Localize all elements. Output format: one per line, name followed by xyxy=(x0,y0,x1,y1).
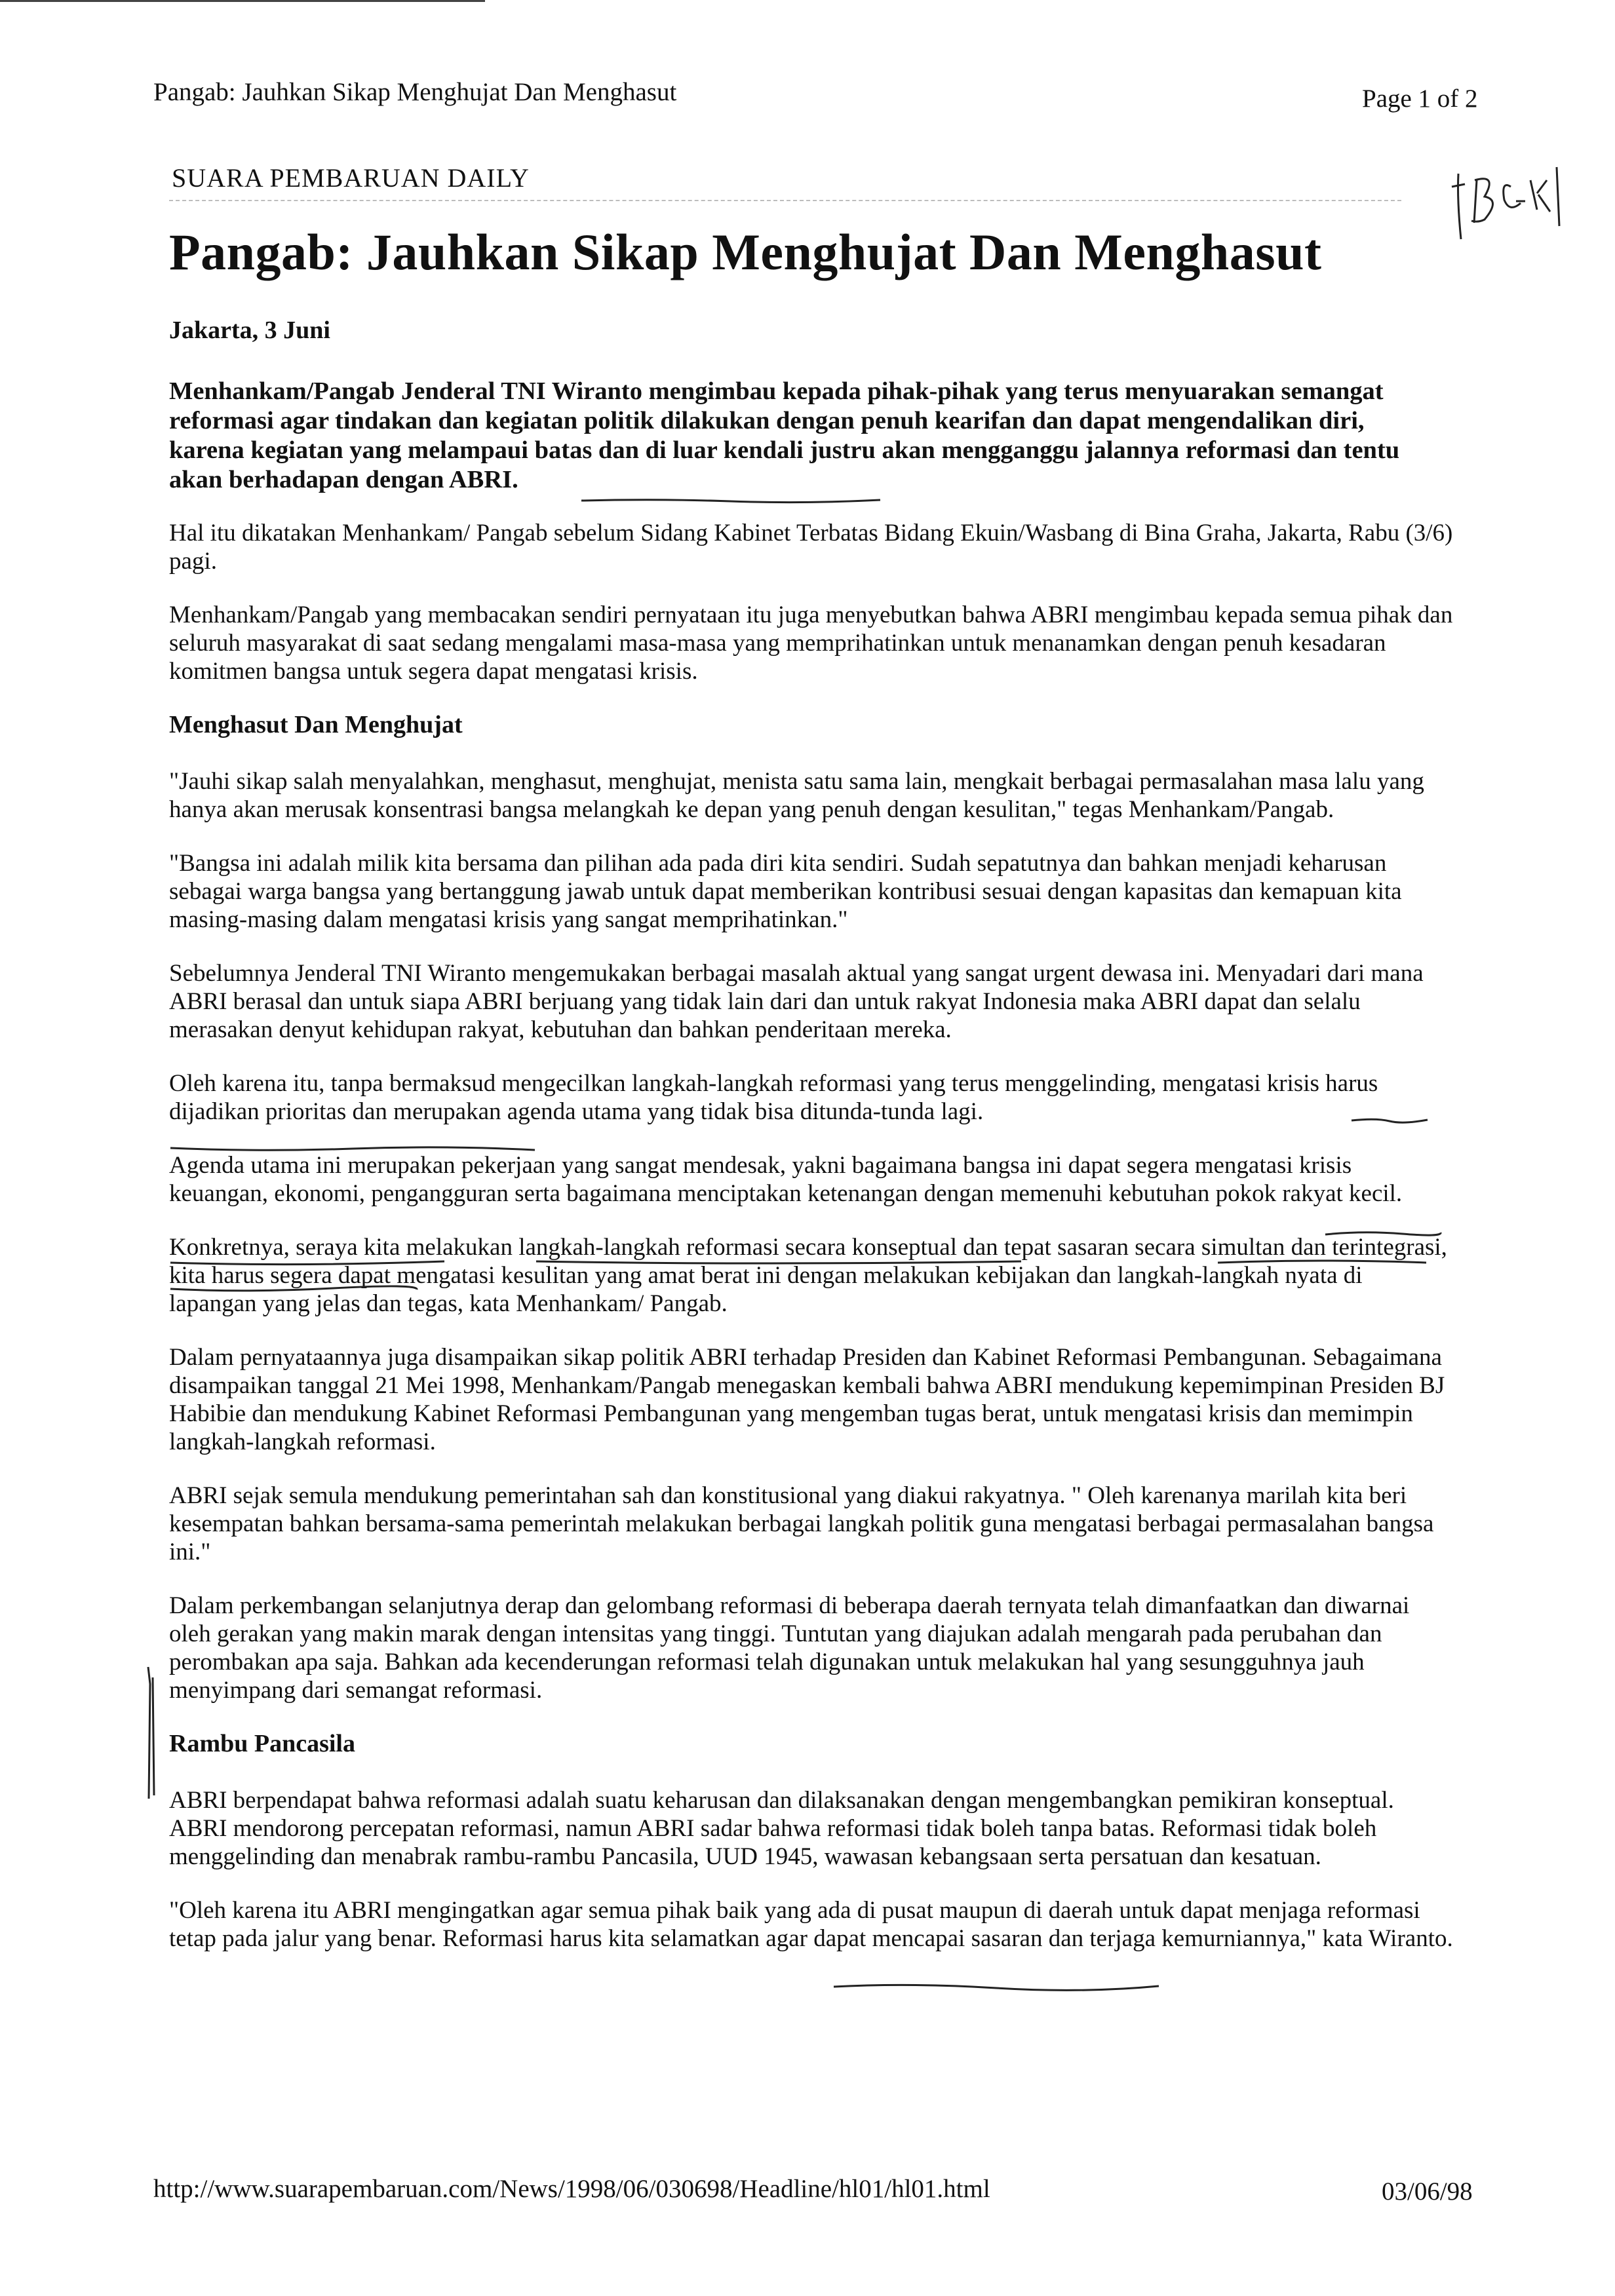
article-lead: Menhankam/Pangab Jenderal TNI Wiranto mengimbau kepada pihak-pihak yang terus menyuarakan semangat reformasi agar tindakan dan kegiatan politik dilakukan dengan penuh kearifan dan dapat mengendalikan diri, karena kegiatan yang melampaui batas dan di luar kendali justru akan mengganggu jalannya reformasi dan tentu akan berhadapan dengan ABRI. xyxy=(169,377,1400,493)
newspaper-masthead: SUARA PEMBARUAN DAILY xyxy=(172,163,530,193)
subheading-menghasut: Menghasut Dan Menghujat xyxy=(169,711,463,738)
print-footer-url: http://www.suarapembaruan.com/News/1998/06/030698/Headline/hl01/hl01.html xyxy=(153,2175,990,2203)
article-paragraph: "Jauhi sikap salah menyalahkan, menghasut, menghujat, menista satu sama lain, mengkait berbagai permasalahan masa lalu yang hanya akan merusak konsentrasi bangsa melangkah ke depan yang penuh dengan kesulitan," tegas Menhankam/Pangab. xyxy=(169,768,1424,823)
article-headline: Pangab: Jauhkan Sikap Menghujat Dan Menghasut xyxy=(169,223,1322,280)
article-paragraph-marked: Dalam perkembangan selanjutnya derap dan gelombang reformasi di beberapa daerah ternyata telah dimanfaatkan dan diwarnai oleh gerakan yang makin marak dengan intensitas yang tinggi. Tuntutan yang diajukan adalah mengarah pada perubahan dan perombakan apa saja. Bahkan ada kecenderungan reformasi telah digunakan untuk melakukan hal yang sesungguhnya jauh menyimpang dari semangat reformasi. xyxy=(169,1592,1410,1704)
masthead-divider xyxy=(169,200,1401,203)
print-footer-date: 03/06/98 xyxy=(1382,2177,1473,2206)
article-paragraph: Konkretnya, seraya kita melakukan langkah-langkah reformasi secara konseptual dan tepat sasaran secara simultan dan terintegrasi, kita harus segera dapat mengatasi kesulitan yang amat berat ini dengan melakukan kebijakan dan langkah-langkah nyata di lapangan yang jelas dan tegas, kata Menhankam/ Pangab. xyxy=(169,1234,1447,1317)
handwritten-margin-bracket xyxy=(144,1664,160,1802)
print-header-page-number: Page 1 of 2 xyxy=(1362,85,1478,113)
handwritten-underline xyxy=(580,496,882,505)
subheading-rambu-pancasila: Rambu Pancasila xyxy=(169,1730,355,1757)
handwritten-underline xyxy=(832,1981,1160,1993)
article-paragraph: "Bangsa ini adalah milik kita bersama dan pilihan ada pada diri kita sendiri. Sudah sepatutnya dan bahkan menjadi keharusan sebagai warga bangsa yang bertanggung jawab untuk dapat memberikan kontribusi sesuai dengan kapasitas dan kemapuan kita masing-masing dalam mengatasi krisis yang sangat memprihatinkan." xyxy=(169,850,1402,933)
article-paragraph: Hal itu dikatakan Menhankam/ Pangab sebelum Sidang Kabinet Terbatas Bidang Ekuin/Wasbang di Bina Graha, Jakarta, Rabu (3/6) pagi. xyxy=(169,520,1453,575)
article-dateline: Jakarta, 3 Juni xyxy=(169,316,330,344)
article-paragraph: "Oleh karena itu ABRI mengingatkan agar semua pihak baik yang ada di pusat maupun di daerah untuk dapat menjaga reformasi tetap pada jalur yang benar. Reformasi harus kita selamatkan agar dapat mencapai sasaran dan terjaga kemurniannya," kata Wiranto. xyxy=(169,1897,1453,1952)
article-body xyxy=(169,519,1454,1978)
handwritten-annotation-icon xyxy=(1439,161,1563,252)
article-paragraph: Oleh karena itu, tanpa bermaksud mengecilkan langkah-langkah reformasi yang terus menggelinding, mengatasi krisis harus dijadikan prioritas dan merupakan agenda utama yang tidak bisa ditunda-tunda lagi. xyxy=(169,1070,1378,1125)
article-paragraph: ABRI berpendapat bahwa reformasi adalah suatu keharusan dan dilaksanakan dengan mengembangkan pemikiran konseptual. ABRI mendorong percepatan reformasi, namun ABRI sadar bahwa reformasi tidak boleh tanpa batas. Reformasi tidak boleh menggelinding dan menabrak rambu-rambu Pancasila, UUD 1945, wawasan kebangsaan serta persatuan dan kesatuan. xyxy=(169,1787,1394,1870)
article-paragraph: ABRI sejak semula mendukung pemerintahan sah dan konstitusional yang diakui rakyatnya. " Oleh karenanya marilah kita beri kesempatan bahkan bersama-sama pemerintah melakukan berbagai langkah politik guna mengatasi berbagai permasalahan bangsa ini." xyxy=(169,1482,1434,1565)
scan-edge-line xyxy=(0,0,485,2)
article-paragraph: Menhankam/Pangab yang membacakan sendiri pernyataan itu juga menyebutkan bahwa ABRI mengimbau kepada semua pihak dan seluruh masyarakat di saat sedang mengalami masa-masa yang memprihatinkan untuk menanamkan dengan penuh kesadaran komitmen bangsa untuk segera dapat mengatasi krisis. xyxy=(169,602,1453,685)
article-paragraph: Dalam pernyataannya juga disampaikan sikap politik ABRI terhadap Presiden dan Kabinet Reformasi Pembangunan. Sebagaimana disampaikan tanggal 21 Mei 1998, Menhankam/Pangab menegaskan kembali bahwa ABRI mendukung kepemimpinan Presiden BJ Habibie dan mendukung Kabinet Reformasi Pembangunan yang mengemban tugas berat, untuk mengatasi krisis dan memimpin langkah-langkah reformasi. xyxy=(169,1344,1445,1455)
article-paragraph: Agenda utama ini merupakan pekerjaan yang sangat mendesak, yakni bagaimana bangsa ini dapat segera mengatasi krisis keuangan, ekonomi, pengangguran serta bagaimana menciptakan ketenangan dengan memenuhi kebutuhan pokok rakyat kecil. xyxy=(169,1152,1403,1207)
print-header-title: Pangab: Jauhkan Sikap Menghujat Dan Menghasut xyxy=(153,78,677,106)
article-paragraph: Sebelumnya Jenderal TNI Wiranto mengemukakan berbagai masalah aktual yang sangat urgent dewasa ini. Menyadari dari mana ABRI berasal dan untuk siapa ABRI berjuang yang tidak lain dari dan untuk rakyat Indonesia maka ABRI dapat dan selalu merasakan denyut kehidupan rakyat, kebutuhan dan bahkan penderitaan mereka. xyxy=(169,960,1424,1043)
